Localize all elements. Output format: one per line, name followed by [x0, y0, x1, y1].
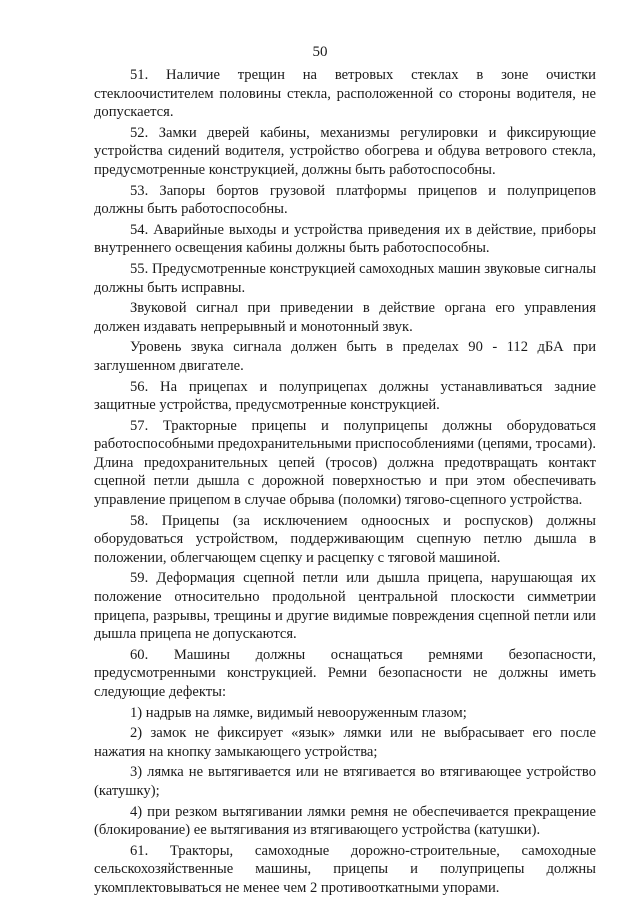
paragraph-55: 55. Предусмотренные конструкцией самоходных машин звуковые сигналы должны быть исправны. — [94, 260, 596, 296]
paragraph-55-signal: Звуковой сигнал при приведении в действие органа его управления должен издавать непрерывный и монотонный звук. — [94, 300, 596, 335]
paragraph-57: 57. Тракторные прицепы и полуприцепы должны оборудоваться работоспособными предохранительными приспособлениями (цепями, тросами). Длина предохранительных цепей (тросов) должна предотвращать контакт сцепной петли дышла с дорожной поверхностью и при этом обеспечивать управление прицепом в случае обрыва (поломки) тягово-сцепного устройства. — [94, 417, 596, 509]
paragraph-53: 53. Запоры бортов грузовой платформы прицепов и полуприцепов должны быть работоспособны. — [94, 182, 596, 218]
defect-item-4: 4) при резком вытягивании лямки ремня не обеспечивается прекращение (блокирование) ее вытягивания из втягивающего устройства (катушки). — [94, 803, 596, 839]
document-body — [94, 66, 596, 898]
paragraph-61: 61. Тракторы, самоходные дорожно-строительные, самоходные сельскохозяйственные машины, прицепы и полуприцепы должны укомплектовываться не менее чем 2 противооткатными упорами. — [94, 842, 596, 896]
paragraph-55-level: Уровень звука сигнала должен быть в пределах 90 - 112 дБА при заглушенном двигателе. — [94, 339, 596, 374]
paragraph-60: 60. Машины должны оснащаться ремнями безопасности, предусмотренными конструкцией. Ремни безопасности не должны иметь следующие дефекты: — [94, 646, 596, 700]
paragraph-58: 58. Прицепы (за исключением одноосных и роспусков) должны оборудоваться устройством, поддерживающим сцепную петлю дышла в положении, облегчающем сцепку и расцепку с тяговой машиной. — [94, 512, 596, 566]
defect-item-3: 3) лямка не вытягивается или не втягивается во втягивающее устройство (катушку); — [94, 764, 596, 799]
page-number: 50 — [312, 44, 328, 60]
paragraph-54: 54. Аварийные выходы и устройства приведения их в действие, приборы внутреннего освещения кабины должны быть работоспособны. — [94, 221, 596, 257]
defect-item-1: 1) надрыв на лямке, видимый невооруженным глазом; — [130, 704, 467, 721]
paragraph-52: 52. Замки дверей кабины, механизмы регулировки и фиксирующие устройства сидений водителя, устройство обогрева и обдува ветрового стекла, предусмотренные конструкцией, должны быть работоспособны. — [94, 124, 596, 178]
defect-item-2: 2) замок не фиксирует «язык» лямки или не выбрасывает его после нажатия на кнопку замыкающего устройства; — [94, 725, 596, 760]
paragraph-51: 51. Наличие трещин на ветровых стеклах в зоне очистки стеклоочистителем половины стекла, расположенной со стороны водителя, не допускается. — [94, 67, 596, 121]
paragraph-59: 59. Деформация сцепной петли или дышла прицепа, нарушающая их положение относительно продольной центральной плоскости симметрии прицепа, разрывы, трещины и другие видимые повреждения сцепной петли или дышла прицепа не допускаются. — [94, 570, 596, 643]
paragraph-56: 56. На прицепах и полуприцепах должны устанавливаться задние защитные устройства, предусмотренные конструкцией. — [94, 378, 596, 414]
